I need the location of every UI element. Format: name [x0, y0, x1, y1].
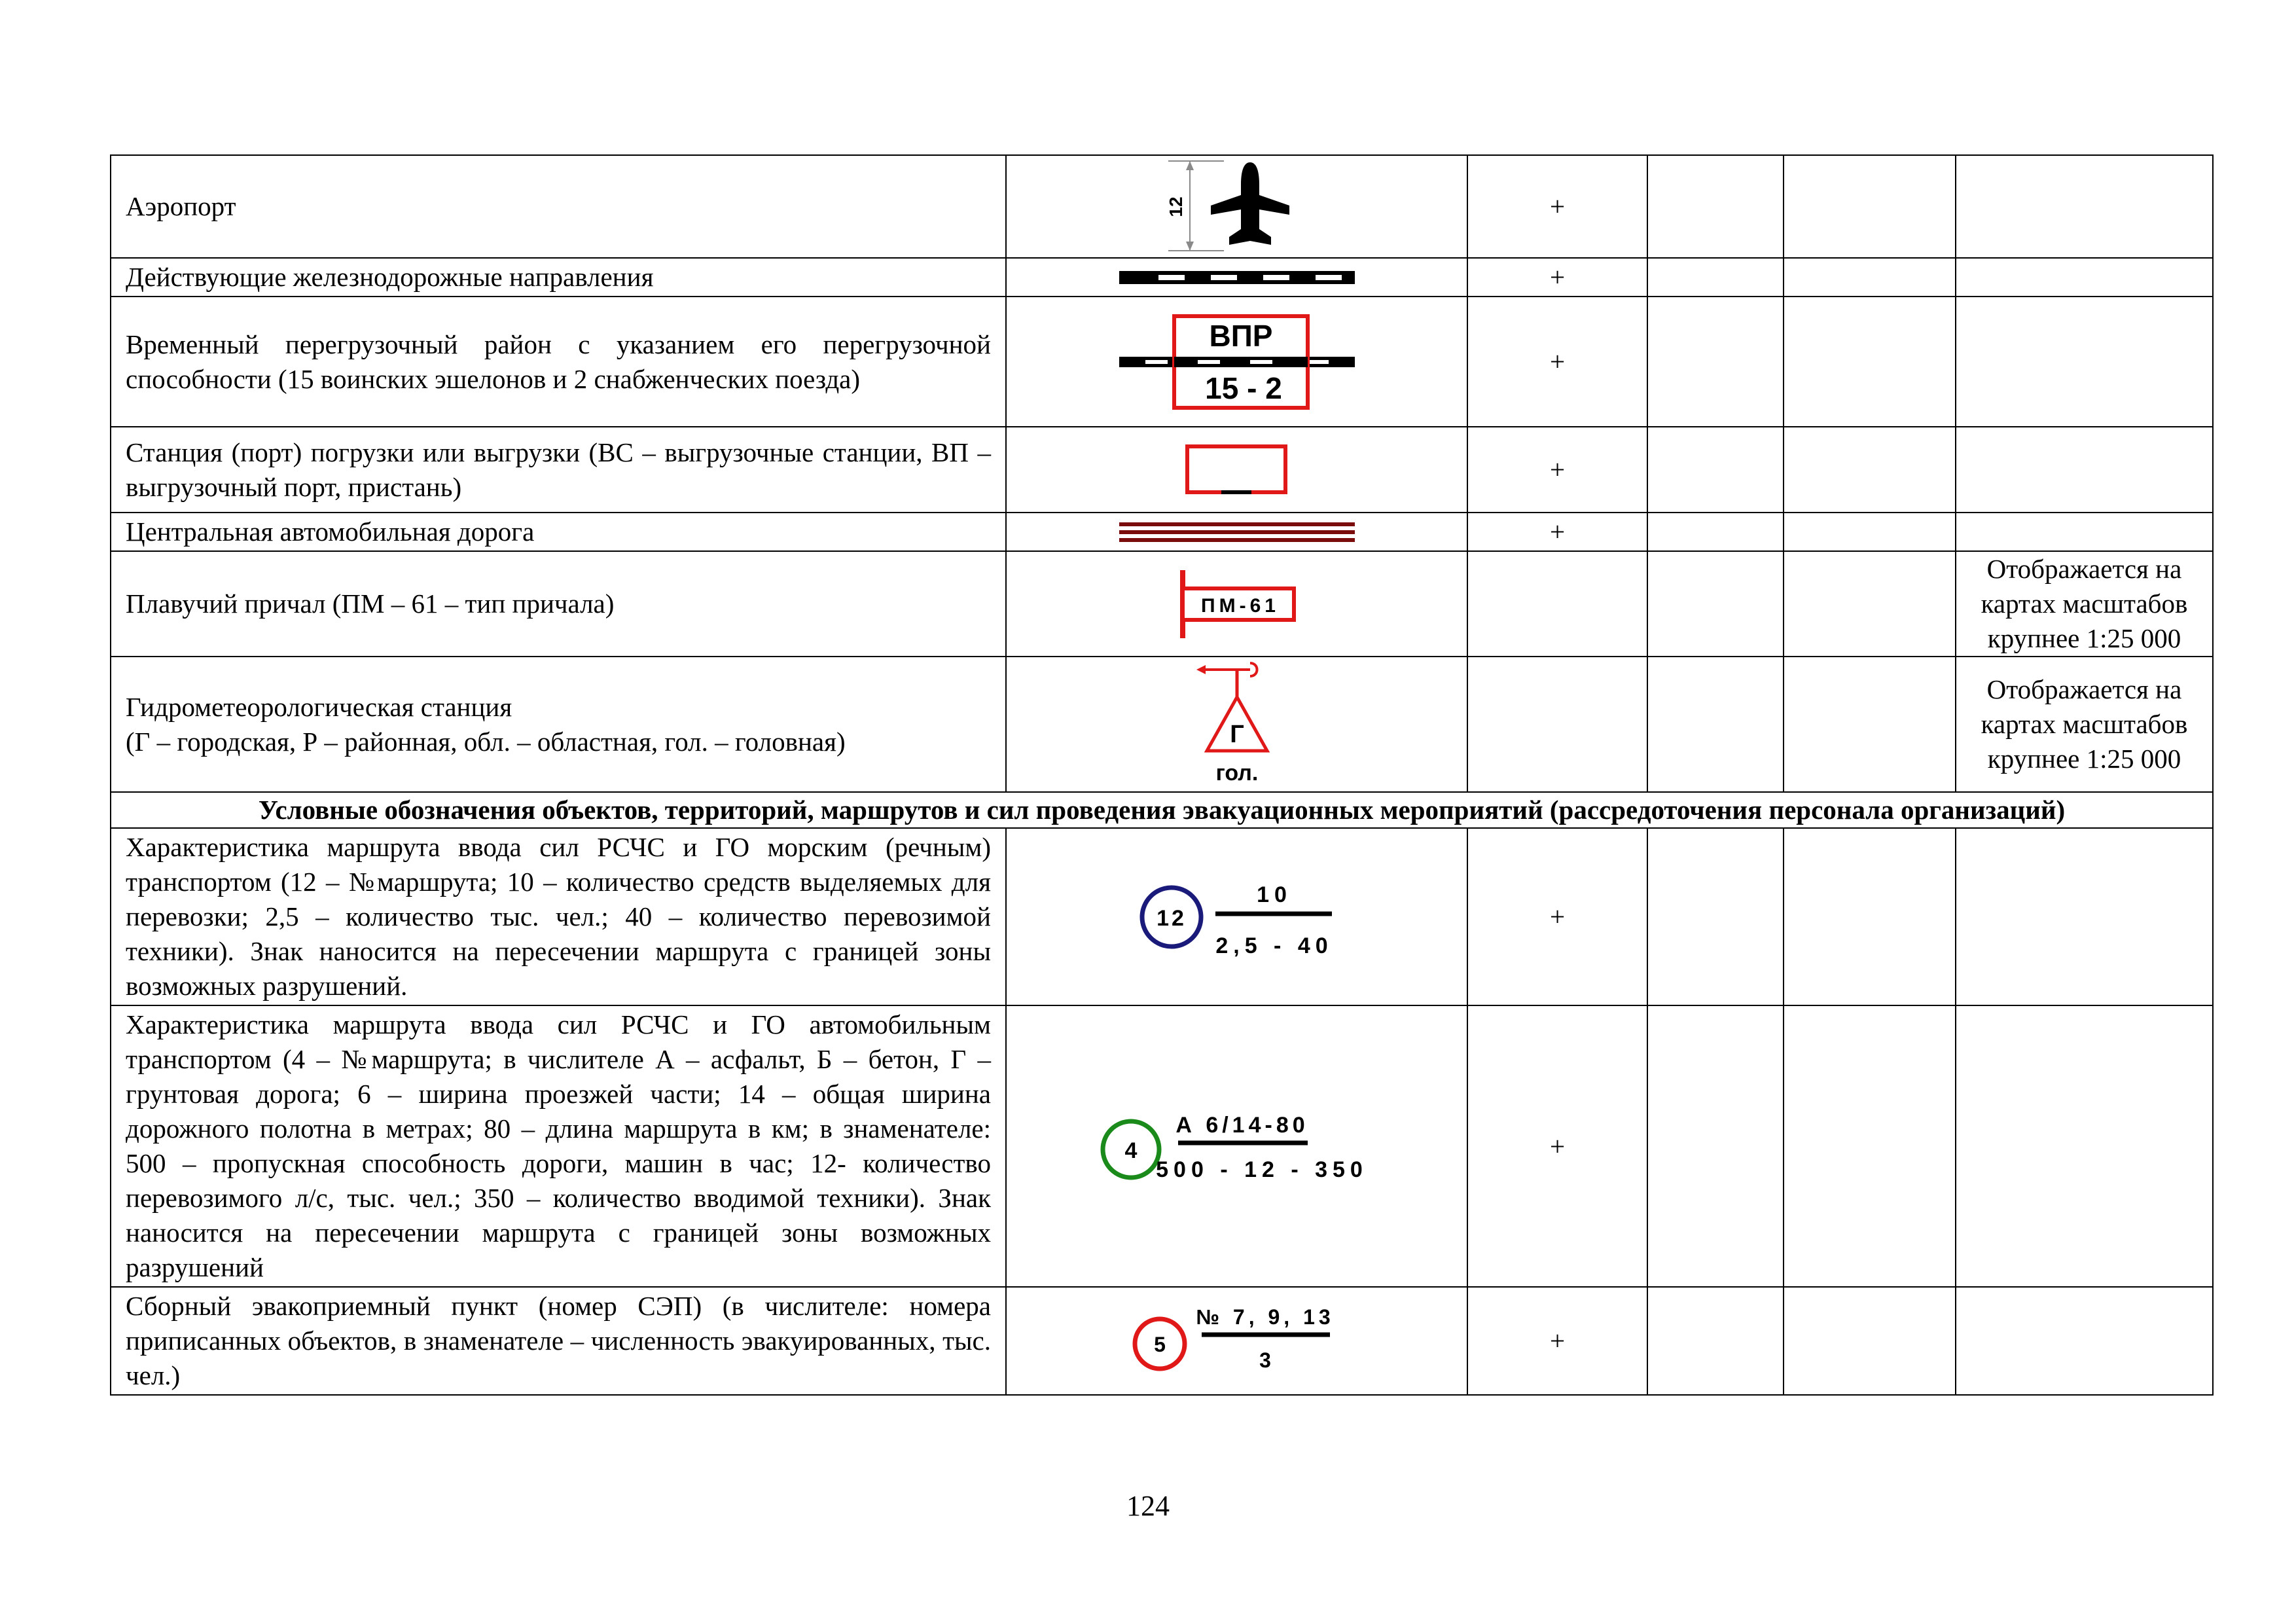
route-numerator: 10	[1256, 882, 1292, 907]
symbol-cell	[1006, 155, 1467, 258]
table-row	[111, 427, 2213, 513]
symbol-cell	[1006, 1287, 1467, 1395]
route-denominator: 2,5 - 40	[1215, 933, 1333, 958]
route-number: 4	[1124, 1138, 1137, 1163]
point-denominator: 3	[1259, 1348, 1271, 1372]
row-description: Временный перегрузочный район с указанием его перегрузочной способности (15 воинских эшелонов и 2 снабженческих поезда)	[111, 297, 1006, 427]
row-description: Характеристика маршрута ввода сил РСЧС и ГО автомобильным транспортом (4 – №маршрута; в числителе А – асфальт, Б – бетон, Г – грунтовая дорога; 6 – ширина проезжей части; 14 – общая ширина дорожного полотна в метрах; 80 – длина маршрута в км; в знаменателе: 500 – пропускная способность дороги, машин в час; 12- количество перевозимого л/с, тыс. чел.; 350 – количество вводимой техники). Знак наносится на пересечении маршрута с границей зоны возможных разрушений	[111, 1005, 1006, 1287]
page-number: 124	[1126, 1490, 1170, 1522]
railway-line-icon	[1119, 268, 1355, 287]
point-numerator: № 7, 9, 13	[1195, 1305, 1335, 1329]
symbol-cell	[1006, 828, 1467, 1005]
description-line: Гидрометеорологическая станция	[126, 691, 512, 722]
table-row	[111, 513, 2213, 551]
plus-mark: +	[1467, 513, 1647, 551]
symbol-cell	[1006, 657, 1467, 792]
station-letter: Г	[1229, 720, 1244, 748]
row-description: Характеристика маршрута ввода сил РСЧС и ГО морским (речным) транспортом (12 – №маршрута; 10 – количество средств выделяемых для перевозки; 2,5 – количество тыс. чел.; 40 – количество перевозимой техники). Знак наносится на пересечении маршрута с границей зоны возможных разрушений.	[111, 828, 1006, 1005]
section-title: Условные обозначения объектов, территорий, маршрутов и сил проведения эвакуационных мероприятий (рассредоточения персонала организаций)	[111, 792, 2213, 828]
symbols-table	[110, 154, 2214, 1396]
symbol-cell	[1006, 551, 1467, 657]
floating-berth-icon	[1175, 565, 1299, 643]
row-description: Центральная автомобильная дорога	[111, 513, 1006, 551]
row-description: Действующие железнодорожные направления	[111, 258, 1006, 297]
description-line: (Г – городская, Р – районная, обл. – областная, гол. – головная)	[126, 726, 846, 757]
weather-station-icon	[1185, 659, 1289, 790]
station-icon	[1185, 444, 1289, 496]
section-row	[111, 792, 2213, 828]
table-row	[111, 258, 2213, 297]
table-row	[111, 155, 2213, 258]
table-row	[111, 657, 2213, 792]
plus-mark: +	[1467, 258, 1647, 297]
symbol-cell	[1006, 427, 1467, 513]
row-description	[111, 657, 1006, 792]
row-description: Сборный эвакоприемный пункт (номер СЭП) (в числителе: номера приписанных объектов, в знаменателе – численность эвакуированных, тыс. чел.)	[111, 1287, 1006, 1395]
route-number: 12	[1156, 905, 1187, 931]
symbol-bottom-label: 15 - 2	[1204, 370, 1282, 405]
table-row	[111, 828, 2213, 1005]
symbol-cell	[1006, 258, 1467, 297]
scale-note: Отображается на картах масштабов крупнее 1:25 000	[1956, 657, 2213, 792]
route-denominator: 500 - 12 - 350	[1155, 1157, 1368, 1182]
airplane-icon	[1158, 156, 1316, 257]
table-row	[111, 551, 2213, 657]
symbol-cell	[1006, 297, 1467, 427]
plus-mark: +	[1467, 427, 1647, 513]
symbol-cell	[1006, 513, 1467, 551]
sea-route-icon	[1136, 875, 1338, 960]
route-numerator: А 6/14-80	[1175, 1113, 1309, 1138]
table-row	[111, 297, 2213, 427]
scale-note: Отображается на картах масштабов крупнее 1:25 000	[1956, 551, 2213, 657]
point-number: 5	[1153, 1332, 1166, 1356]
plus-mark: +	[1467, 828, 1647, 1005]
row-description: Плавучий причал (ПМ – 61 – тип причала)	[111, 551, 1006, 657]
station-sublabel: гол.	[1215, 760, 1258, 785]
symbol-cell	[1006, 1005, 1467, 1287]
symbol-top-label: ВПР	[1209, 318, 1272, 353]
row-description: Аэропорт	[111, 155, 1006, 258]
road-route-icon	[1100, 1104, 1374, 1189]
row-description: Станция (порт) погрузки или выгрузки (ВС – выгрузочные станции, ВП – выгрузочный порт, пристань)	[111, 427, 1006, 513]
central-road-icon	[1119, 521, 1355, 543]
evacuation-point-icon	[1132, 1302, 1342, 1380]
plus-mark: +	[1467, 1005, 1647, 1287]
transshipment-area-icon	[1119, 310, 1355, 414]
plus-mark: +	[1467, 297, 1647, 427]
table-row	[111, 1287, 2213, 1395]
plus-mark: +	[1467, 1287, 1647, 1395]
table-row	[111, 1005, 2213, 1287]
dimension-label: 12	[1165, 196, 1186, 217]
berth-label: ПМ-61	[1200, 594, 1280, 617]
plus-mark: +	[1467, 155, 1647, 258]
